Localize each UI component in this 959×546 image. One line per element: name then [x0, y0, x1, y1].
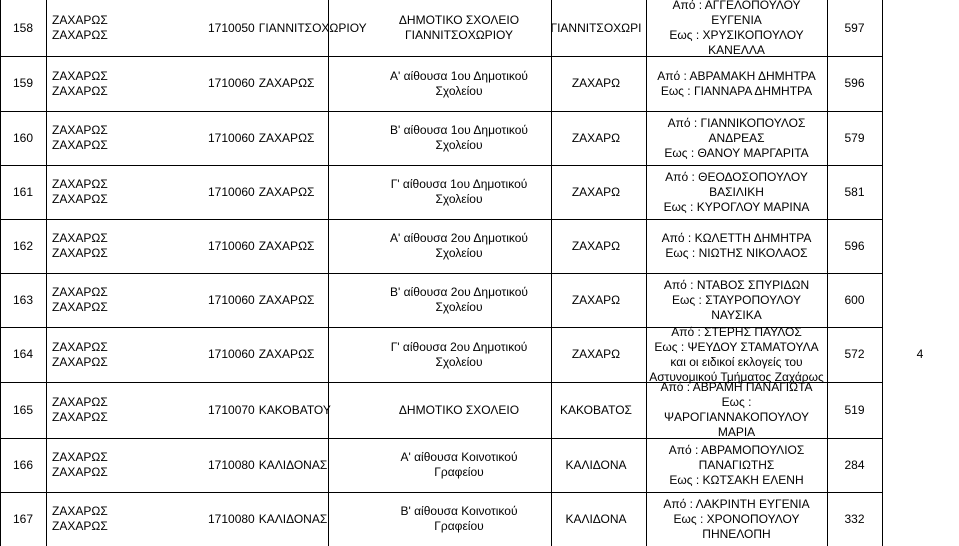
voter-count-text: 600 — [844, 292, 865, 307]
voter-count — [827, 111, 882, 165]
voter-count — [827, 382, 882, 438]
area-cell-text: ΖΑΧΑΡΩ — [571, 347, 621, 361]
region-cell — [52, 438, 112, 492]
municipality-cell — [208, 111, 326, 165]
location-cell-line: Γ' αίθουσα 2ου Δημοτικού — [390, 339, 528, 354]
area-cell — [548, 56, 644, 111]
voters-range-cell — [646, 273, 827, 327]
column-divider — [46, 0, 47, 546]
municipality-name: ΖΑΧΑΡΩΣ — [258, 184, 315, 199]
area-cell — [548, 219, 644, 273]
region-cell — [52, 111, 112, 165]
municipality-code: 1710070 — [208, 402, 255, 417]
area-cell-text: ΚΑΚΟΒΑΤΟΣ — [560, 402, 632, 417]
municipality-name: ΖΑΧΑΡΩΣ — [258, 130, 315, 145]
row-number-text: 167 — [12, 511, 34, 526]
area-cell — [548, 382, 644, 438]
location-cell-line: Σχολείου — [435, 246, 483, 260]
row-number-text: 165 — [12, 402, 34, 417]
location-cell-line: Β' αίθουσα 2ου Δημοτικού — [389, 285, 528, 299]
voter-count — [827, 327, 882, 382]
voters-range-cell — [646, 165, 827, 219]
area-cell — [548, 327, 644, 382]
region-cell-line: ΖΑΧΑΡΩΣ — [52, 410, 108, 424]
location-cell-line: Γραφείου — [434, 465, 484, 479]
voters-range-cell-line: Από : ΛΑΚΡΙΝΤΗ ΕΥΓΕΝΙΑ — [663, 496, 810, 511]
location-cell-line: Α' αίθουσα 1ου Δημοτικού — [389, 68, 528, 83]
voters-range-cell-line: Εως : ΘΑΝΟΥ ΜΑΡΓΑΡΙΤΑ — [664, 145, 809, 160]
voters-range-cell — [646, 438, 827, 492]
voters-range-cell-line: Εως : ΨΕΥΔΟΥ ΣΤΑΜΑΤΟΥΛΑ — [654, 339, 819, 354]
area-cell — [548, 165, 644, 219]
municipality-name: ΖΑΧΑΡΩΣ — [258, 76, 315, 90]
voters-range-cell-line: ΚΑΝΕΛΛΑ — [708, 43, 765, 57]
voters-range-cell-line: ΝΑΥΣΙΚΑ — [711, 307, 762, 322]
municipality-code: 1710080 — [208, 511, 255, 526]
region-cell-line: ΖΑΧΑΡΩΣ — [52, 395, 108, 409]
region-cell-line: ΖΑΧΑΡΩΣ — [52, 138, 108, 152]
location-cell-line: Σχολείου — [435, 83, 483, 98]
location-cell — [374, 273, 544, 327]
region-cell — [52, 382, 112, 438]
municipality-name: ΚΑΛΙΔΟΝΑΣ — [258, 511, 328, 526]
area-cell-text: ΚΑΛΙΔΟΝΑ — [565, 511, 627, 526]
voters-range-cell-line: Από : ΑΒΡΑΜΑΚΗ ΔΗΜΗΤΡΑ — [657, 68, 816, 83]
municipality-name: ΚΑΛΙΔΟΝΑΣ — [258, 457, 328, 472]
column-divider — [882, 0, 883, 546]
row-number — [0, 165, 46, 219]
municipality-name: ΓΙΑΝΝΙΤΣΟΧΩΡΙΟΥ — [258, 20, 367, 35]
voters-range-cell-line: ΠΗΝΕΛΟΠΗ — [702, 526, 771, 541]
row-number — [0, 111, 46, 165]
voter-count — [827, 56, 882, 111]
region-cell-line: ΖΑΧΑΡΩΣ — [52, 450, 108, 464]
region-cell-line: ΖΑΧΑΡΩΣ — [52, 354, 108, 369]
row-number — [0, 327, 46, 382]
extra-value — [900, 327, 940, 382]
voters-range-cell-line: Εως : — [721, 395, 752, 409]
location-cell-line: Σχολείου — [435, 192, 483, 206]
column-divider — [328, 0, 329, 546]
voters-range-cell-line: ΑΝΔΡΕΑΣ — [708, 130, 765, 145]
region-cell-line: ΖΑΧΑΡΩΣ — [52, 28, 108, 42]
location-cell — [374, 438, 544, 492]
row-number-text: 163 — [12, 292, 34, 307]
voter-count-text: 519 — [844, 402, 865, 417]
municipality-name: ΖΑΧΑΡΩΣ — [258, 292, 315, 307]
voters-range-cell — [646, 492, 827, 546]
row-number — [0, 219, 46, 273]
region-cell-line: ΖΑΧΑΡΩΣ — [52, 300, 108, 314]
voters-range-cell — [646, 219, 827, 273]
region-cell-line: ΖΑΧΑΡΩΣ — [52, 339, 108, 354]
region-cell — [52, 219, 112, 273]
voters-range-cell-line: Εως : ΣΤΑΥΡΟΠΟΥΛΟΥ — [672, 292, 801, 307]
location-cell — [374, 111, 544, 165]
region-cell-line: ΖΑΧΑΡΩΣ — [52, 123, 108, 137]
municipality-code: 1710060 — [208, 292, 255, 307]
municipality-code: 1710060 — [208, 130, 255, 145]
voter-count — [827, 219, 882, 273]
voter-count — [827, 492, 882, 546]
voters-range-cell — [646, 0, 827, 56]
region-cell — [52, 327, 112, 382]
area-cell — [548, 0, 644, 56]
voters-range-cell-line: Εως : ΧΡΥΣΙΚΟΠΟΥΛΟΥ — [669, 28, 804, 42]
row-number — [0, 0, 46, 56]
location-cell-line: Β' αίθουσα 1ου Δημοτικού — [389, 123, 528, 137]
area-cell — [548, 273, 644, 327]
location-cell-line: Γ' αίθουσα 1ου Δημοτικού — [390, 177, 528, 191]
region-cell-line: ΖΑΧΑΡΩΣ — [52, 465, 108, 479]
location-cell — [374, 56, 544, 111]
area-cell — [548, 111, 644, 165]
municipality-cell — [208, 438, 326, 492]
location-cell — [374, 165, 544, 219]
area-cell-text: ΚΑΛΙΔΟΝΑ — [565, 457, 627, 472]
location-cell-line: Σχολείου — [435, 300, 483, 314]
location-cell-line: Β' αίθουσα Κοινοτικού — [400, 504, 518, 518]
voter-count-text: 332 — [844, 511, 865, 526]
region-cell-line: ΖΑΧΑΡΩΣ — [52, 68, 108, 83]
voters-range-cell-line: ΨΑΡΟΓΙΑΝΝΑΚΟΠΟΥΛΟΥ — [663, 410, 810, 424]
municipality-name: ΚΑΚΟΒΑΤΟΥ — [258, 402, 331, 417]
municipality-code: 1710060 — [208, 184, 255, 199]
location-cell — [374, 0, 544, 56]
region-cell — [52, 492, 112, 546]
voters-range-cell — [646, 111, 827, 165]
municipality-cell — [208, 56, 326, 111]
region-cell — [52, 0, 112, 56]
voters-range-cell — [646, 382, 827, 438]
voters-range-cell-line: Από : ΑΒΡΑΜΗ ΠΑΝΑΓΙΩΤΑ — [660, 380, 813, 394]
voter-count-text: 596 — [844, 238, 865, 253]
area-cell — [548, 438, 644, 492]
row-number — [0, 492, 46, 546]
location-cell — [374, 492, 544, 546]
municipality-code: 1710060 — [208, 76, 255, 90]
voters-range-cell-line: Από : ΚΩΛΕΤΤΗ ΔΗΜΗΤΡΑ — [661, 231, 812, 245]
municipality-code: 1710080 — [208, 457, 255, 472]
row-number — [0, 382, 46, 438]
row-number — [0, 438, 46, 492]
region-cell-line: ΖΑΧΑΡΩΣ — [52, 83, 108, 98]
location-cell — [374, 219, 544, 273]
municipality-code: 1710060 — [208, 238, 255, 253]
voters-range-cell-line: Εως : ΝΙΩΤΗΣ ΝΙΚΟΛΑΟΣ — [665, 246, 808, 260]
row-number-text: 160 — [12, 130, 34, 145]
municipality-cell — [208, 219, 326, 273]
location-cell-line: ΓΙΑΝΝΙΤΣΟΧΩΡΙΟΥ — [405, 28, 513, 42]
voters-range-cell-line: ΒΑΣΙΛΙΚΗ — [709, 184, 764, 199]
region-cell — [52, 165, 112, 219]
area-cell-text: ΖΑΧΑΡΩ — [571, 76, 621, 90]
voters-range-cell-line: ΕΥΓΕΝΙΑ — [711, 13, 762, 27]
region-cell-line: ΖΑΧΑΡΩΣ — [52, 285, 108, 299]
location-cell — [374, 382, 544, 438]
voters-range-cell-line: Αστυνομικού Τμήματος Ζαχάρως — [649, 369, 824, 384]
municipality-name: ΖΑΧΑΡΩΣ — [258, 238, 315, 253]
voters-range-cell-line: Από : ΣΤΕΡΗΣ ΠΑΥΛΟΣ — [671, 324, 802, 339]
location-cell-line: Σχολείου — [435, 138, 483, 152]
location-cell-line: Α' αίθουσα Κοινοτικού — [400, 450, 518, 464]
voters-range-cell-line: Από : ΑΓΓΕΛΟΠΟΥΛΟΥ — [672, 0, 801, 12]
voter-count-text: 581 — [844, 184, 865, 199]
location-cell-line: Σχολείου — [435, 354, 483, 369]
municipality-cell — [208, 165, 326, 219]
region-cell-line: ΖΑΧΑΡΩΣ — [52, 177, 108, 191]
region-cell-line: ΖΑΧΑΡΩΣ — [52, 13, 108, 27]
voter-count — [827, 438, 882, 492]
voter-count-text: 597 — [844, 20, 865, 35]
voters-range-cell-line: ΠΑΝΑΓΙΩΤΗΣ — [698, 457, 775, 472]
voter-count-text: 579 — [844, 130, 865, 145]
location-cell-line: Γραφείου — [434, 519, 484, 533]
row-number — [0, 273, 46, 327]
area-cell-text: ΓΙΑΝΝΙΤΣΟΧΩΡΙ — [550, 20, 642, 35]
voters-range-cell-line: Από : ΑΒΡΑΜΟΠΟΥΛΙΟΣ — [668, 442, 805, 457]
area-cell-text: ΖΑΧΑΡΩ — [571, 184, 621, 199]
row-number-text: 159 — [12, 76, 34, 90]
row-number-text: 162 — [12, 238, 34, 253]
municipality-cell — [208, 382, 331, 438]
municipality-cell — [208, 327, 326, 382]
location-cell — [374, 327, 544, 382]
row-number-text: 166 — [12, 457, 34, 472]
voter-count — [827, 165, 882, 219]
voter-count-text: 572 — [844, 347, 865, 361]
voters-range-cell-line: Από : ΘΕΟΔΟΣΟΠΟΥΛΟΥ — [665, 169, 808, 184]
voters-range-cell-line: Από : ΝΤΑΒΟΣ ΣΠΥΡΙΔΩΝ — [663, 277, 810, 292]
voters-range-cell-line: Εως : ΚΥΡΟΓΛΟΥ ΜΑΡΙΝΑ — [663, 199, 810, 214]
municipality-cell — [208, 273, 326, 327]
region-cell-line: ΖΑΧΑΡΩΣ — [52, 504, 108, 518]
area-cell-text: ΖΑΧΑΡΩ — [571, 130, 621, 145]
row-number-text: 164 — [12, 347, 34, 361]
area-cell-text: ΖΑΧΑΡΩ — [571, 238, 621, 253]
voter-count-text: 284 — [844, 457, 865, 472]
voters-range-cell-line: Εως : ΧΡΟΝΟΠΟΥΛΟΥ — [673, 511, 800, 526]
voters-range-cell-line: ΜΑΡΙΑ — [717, 425, 756, 439]
region-cell-line: ΖΑΧΑΡΩΣ — [52, 192, 108, 206]
region-cell-line: ΖΑΧΑΡΩΣ — [52, 519, 108, 533]
voter-count-text: 596 — [844, 76, 865, 90]
voters-range-cell — [646, 56, 827, 111]
region-cell — [52, 56, 112, 111]
municipality-code: 1710060 — [208, 347, 255, 361]
row-number — [0, 56, 46, 111]
voters-range-cell — [646, 324, 827, 384]
municipality-name: ΖΑΧΑΡΩΣ — [258, 347, 315, 361]
region-cell — [52, 273, 112, 327]
region-cell-line: ΖΑΧΑΡΩΣ — [52, 246, 108, 260]
voter-count — [827, 273, 882, 327]
location-cell-line: ΔΗΜΟΤΙΚΟ ΣΧΟΛΕΙΟ — [398, 402, 520, 417]
voters-range-cell-line: Εως : ΓΙΑΝΝΑΡΑ ΔΗΜΗΤΡΑ — [660, 83, 813, 98]
voters-range-cell-line: Από : ΓΙΑΝΝΙΚΟΠΟΥΛΟΣ — [667, 115, 806, 130]
municipality-cell — [208, 492, 326, 546]
row-number-text: 158 — [12, 20, 34, 35]
row-number-text: 161 — [12, 184, 34, 199]
region-cell-line: ΖΑΧΑΡΩΣ — [52, 231, 108, 245]
voters-range-cell-line: Εως : ΚΩΤΣΑΚΗ ΕΛΕΝΗ — [669, 472, 804, 487]
voter-count — [827, 0, 882, 56]
location-cell-line: ΔΗΜΟΤΙΚΟ ΣΧΟΛΕΙΟ — [398, 13, 520, 27]
extra-value-text: 4 — [916, 347, 924, 361]
area-cell-text: ΖΑΧΑΡΩ — [571, 292, 621, 307]
location-cell-line: Α' αίθουσα 2ου Δημοτικού — [389, 231, 528, 245]
voters-range-cell-line: και οι ειδικοί εκλογείς του — [670, 354, 803, 369]
municipality-code: 1710050 — [208, 20, 255, 35]
area-cell — [548, 492, 644, 546]
municipality-cell — [208, 0, 367, 56]
